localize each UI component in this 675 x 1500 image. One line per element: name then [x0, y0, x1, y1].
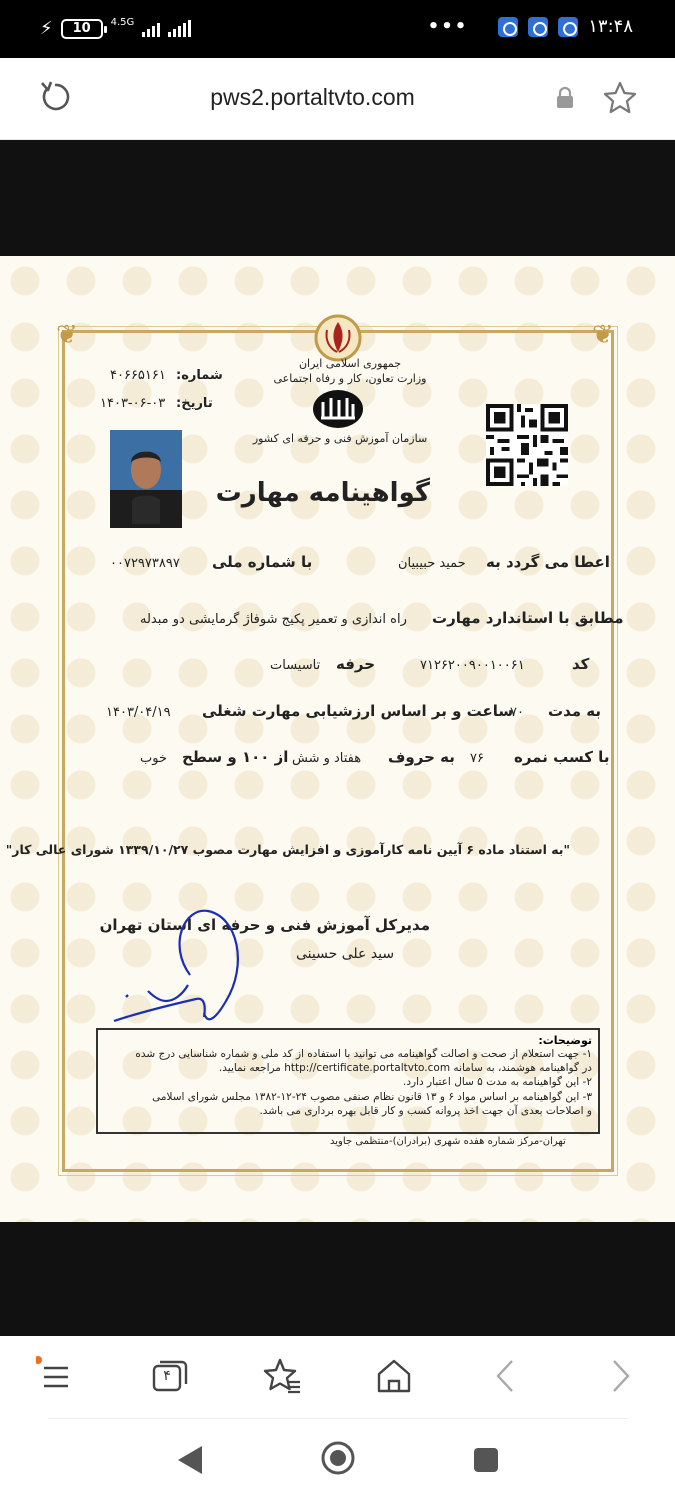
- note-line: ۲- این گواهینامه به مدت ۵ سال اعتبار دارد.: [403, 1076, 592, 1089]
- certificate-number-label: شماره:: [176, 368, 223, 383]
- star-icon[interactable]: [602, 80, 638, 116]
- organization-name: سازمان آموزش فنی و حرفه ای کشور: [252, 432, 428, 445]
- ministry-name: وزارت تعاون، کار و رفاه اجتماعی: [273, 372, 427, 385]
- network-type: 4.5G: [110, 17, 135, 28]
- forward-icon[interactable]: [600, 1356, 640, 1396]
- certificate-title: گواهینامه مهارت: [215, 478, 430, 508]
- director-title: مدیرکل آموزش فنی و حرفه ای استان تهران: [99, 916, 430, 934]
- standard-value: راه اندازی و تعمیر پکیج شوفاژ گرمایشی دو مبدله: [140, 612, 407, 627]
- nav-recents-icon[interactable]: [472, 1446, 500, 1474]
- evaluation-date: ۱۴۰۳/۰۴/۱۹: [106, 705, 171, 720]
- national-id-value: ۰۰۷۲۹۷۳۸۹۷: [110, 556, 180, 571]
- ornament-icon: ❦: [592, 320, 614, 350]
- certificate-date-value: ۱۴۰۳-۰۶-۰۳: [100, 396, 166, 411]
- status-bar: [0, 0, 675, 58]
- signature-image: [108, 905, 258, 1030]
- note-line: در گواهینامه هوشمند، به سامانه http://certificate.portaltvto.com مراجعه نمایید.: [218, 1062, 592, 1075]
- score-words-label: به حروف: [388, 748, 455, 766]
- bookmarks-icon[interactable]: [262, 1356, 302, 1396]
- level-value: خوب: [140, 751, 167, 766]
- duration-value: ۷۰: [510, 705, 524, 720]
- battery-indicator: 10: [61, 19, 103, 39]
- more-notifications-icon: •••: [427, 16, 469, 37]
- level-label: از ۱۰۰ و سطح: [182, 748, 289, 766]
- app-notification-icon: [498, 17, 518, 37]
- trade-label: حرفه: [336, 655, 376, 673]
- tvto-logo-icon: [311, 388, 365, 430]
- app-notification-icon: [558, 17, 578, 37]
- menu-icon[interactable]: [36, 1356, 76, 1396]
- nav-back-icon[interactable]: [176, 1444, 204, 1476]
- system-navigation-bar: [0, 1420, 675, 1500]
- score-value: ۷۶: [470, 751, 484, 766]
- lock-icon: [555, 86, 575, 110]
- signal-icon: [142, 21, 160, 37]
- tab-count: ۴: [163, 1368, 171, 1384]
- country-name: جمهوری اسلامی ایران: [298, 357, 402, 370]
- clock: ۱۳:۴۸: [588, 16, 633, 37]
- note-line: ۳- این گواهینامه بر اساس مواد ۶ و ۱۳ قانون نظام صنفی مصوب ۲۴-۱۲-۱۳۸۲ مجلس شورای اسلامی: [152, 1090, 592, 1103]
- nav-home-icon[interactable]: [320, 1440, 356, 1476]
- hours-evaluation-label: ساعت و بر اساس ارزشیابی مهارت شغلی: [202, 702, 514, 720]
- code-label: کد: [572, 655, 590, 673]
- score-words-value: هفتاد و شش: [292, 751, 362, 766]
- app-notification-icon: [528, 17, 548, 37]
- certificate-date-label: تاریخ:: [176, 396, 213, 411]
- legal-decree-text: "به استناد ماده ۶ آیین نامه کارآموزی و افزایش مهارت مصوب ۱۳۳۹/۱۰/۲۷ شورای عالی کار": [5, 842, 570, 857]
- signal-icon-2: [168, 21, 191, 37]
- note-line: و اصلاحات بعدی آن جهت اخذ پروانه کسب و کار قابل بهره برداری می باشد.: [259, 1104, 592, 1117]
- notes-heading: توضیحات:: [538, 1034, 592, 1047]
- duration-label: به مدت: [548, 702, 601, 720]
- standard-label: مطابق با استاندارد مهارت: [432, 609, 624, 627]
- issuing-center-address: تهران-مرکز شماره هفده شهری (برادران)-منتظمی جاوید: [330, 1136, 566, 1147]
- viewer-letterbox-bottom: [0, 1222, 675, 1336]
- back-icon[interactable]: [486, 1356, 526, 1396]
- trade-value: تاسیسات: [270, 658, 321, 673]
- url-text[interactable]: pws2.portaltvto.com: [210, 84, 415, 110]
- certificate-number-value: ۴۰۶۶۵۱۶۱: [110, 368, 166, 383]
- ornament-icon: ❦: [56, 320, 78, 350]
- tabs-button[interactable]: [150, 1356, 190, 1396]
- browser-address-bar: [0, 58, 675, 140]
- holder-photo: [110, 430, 182, 528]
- note-line: ۱- جهت استعلام از صحت و اصالت گواهینامه می توانید با استفاده از کد ملی و شماره شناسایی درج شده: [135, 1048, 592, 1060]
- viewer-letterbox-top: [0, 140, 675, 256]
- qr-code: [486, 404, 568, 486]
- holder-name: حمید حبیبیان: [398, 556, 466, 571]
- notes-box: [96, 1028, 600, 1134]
- toolbar-divider: [48, 1418, 628, 1419]
- home-icon[interactable]: [374, 1356, 414, 1396]
- score-label: با کسب نمره: [514, 748, 610, 766]
- national-id-label: با شماره ملی: [212, 553, 313, 571]
- granted-to-label: اعطا می گردد به: [486, 553, 610, 571]
- code-value: ۷۱۲۶۲۰۰۹۰۰۱۰۰۶۱: [420, 658, 525, 673]
- browser-toolbar: [0, 1336, 675, 1420]
- charging-icon: ⚡: [40, 18, 53, 39]
- director-name: سید علی حسینی: [296, 946, 395, 962]
